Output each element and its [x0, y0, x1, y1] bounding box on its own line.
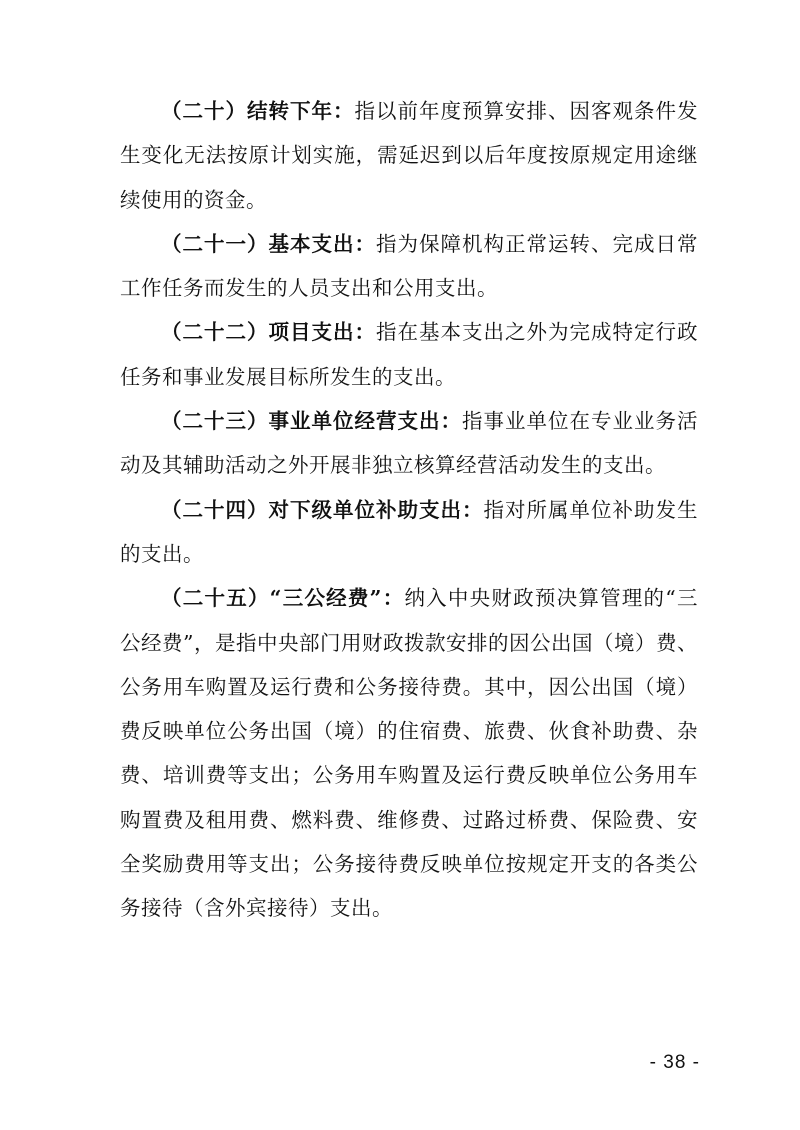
- definition-three-public-expenses: 纳入中央财政预决算管理的“三公经费”，是指中央部门用财政拨款安排的因公出国（境）费、公务用车购置及运行费和公务接待费。其中，因公出国（境）费反映单位公务出国（境）的住宿费、旅费、伙食补助费、杂费、培训费等支出；公务用车购置及运行费反映单位公务用车购置费及租用费、燃料费、维修费、过路过桥费、保险费、安全奖励费用等支出；公务接待费反映单位按规定开支的各类公务接待（含外宾接待）支出。: [120, 586, 698, 921]
- term-operating-expenditure: （二十三）事业单位经营支出：: [161, 409, 462, 434]
- term-three-public-expenses: （二十五）“三公经费”：: [161, 586, 405, 611]
- definition-operating-expenditure: 指事业单位在专业业务活动及其辅助活动之外开展非独立核算经营活动发生的支出。: [120, 409, 698, 478]
- term-basic-expenditure: （二十一）基本支出：: [161, 231, 376, 256]
- term-project-expenditure: （二十二）项目支出：: [161, 320, 376, 345]
- definition-carryover: 指以前年度预算安排、因客观条件发生变化无法按原计划实施，需延迟到以后年度按原规定用途继续使用的资金。: [120, 99, 698, 212]
- paragraph-operating-expenditure: [120, 399, 698, 488]
- definition-subsidy-expenditure: 指对所属单位补助发生的支出。: [120, 497, 698, 566]
- term-carryover: （二十）结转下年：: [161, 99, 355, 123]
- document-body: [120, 89, 698, 931]
- definition-basic-expenditure: 指为保障机构正常运转、完成日常工作任务而发生的人员支出和公用支出。: [120, 231, 698, 301]
- paragraph-three-public-expenses: [120, 576, 698, 930]
- paragraph-carryover: [120, 89, 698, 222]
- paragraph-subsidy-expenditure: [120, 488, 698, 577]
- page-number: - 38 -: [649, 1052, 700, 1073]
- definition-project-expenditure: 指在基本支出之外为完成特定行政任务和事业发展目标所发生的支出。: [120, 320, 698, 389]
- paragraph-project-expenditure: [120, 310, 698, 399]
- paragraph-basic-expenditure: [120, 222, 698, 311]
- term-subsidy-expenditure: （二十四）对下级单位补助支出：: [161, 497, 484, 522]
